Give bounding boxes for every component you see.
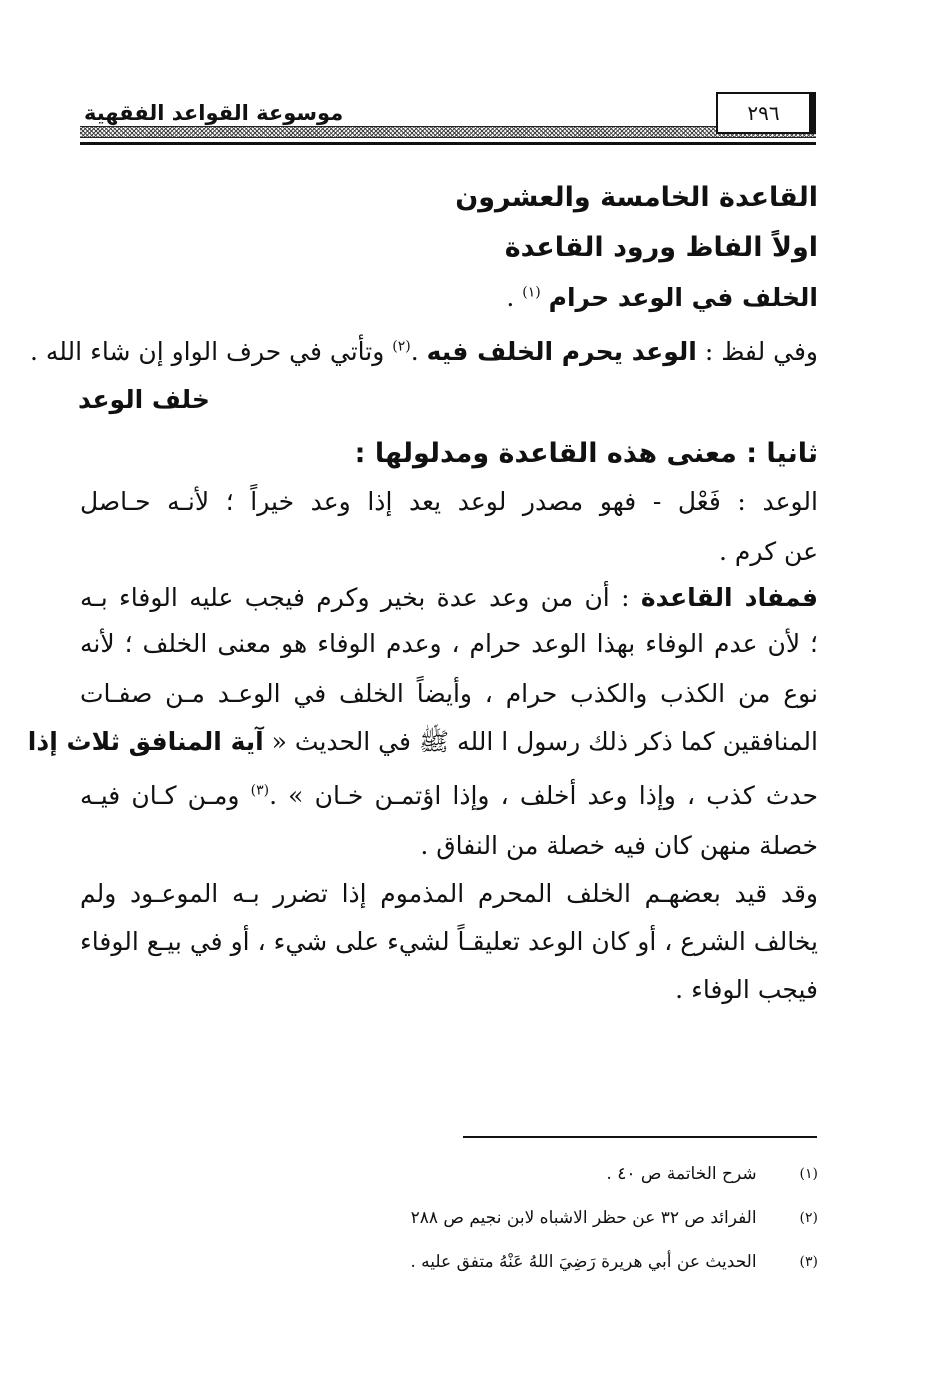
purport-line4-plain: المنافقين كما ذكر ذلك رسول ا الله ﷺ في الحديث «: [263, 727, 818, 756]
footnote-3-number: (٣): [799, 1254, 818, 1270]
restrict-line-3: فيجب الوفاء .: [675, 975, 818, 1004]
footnote-1: [298, 1160, 818, 1188]
purport-line5-b: ومـن كـان فيـه: [80, 781, 251, 810]
rule-title: القاعدة الخامسة والعشرون: [455, 182, 818, 213]
purport-line-2: ؛ لأن عدم الوفاء بهذا الوعد حرام ، وعدم الوفاء هو معنى الخلف ؛ لأنه: [80, 629, 818, 658]
purport-line-4: [27, 722, 818, 762]
variant-bold: الوعد يحرم الخلف فيه: [426, 337, 697, 366]
footnote-1-text: شرح الخاتمة ص ٤٠ .: [606, 1164, 757, 1184]
header-rule: [80, 142, 816, 145]
footnote-2: [298, 1204, 818, 1232]
footnote-ref-2: (٢): [392, 338, 411, 355]
restrict-line-1: وقد قيد بعضهـم الخلف المحرم المذموم إذا تضرر بـه الموعـود ولم: [80, 879, 818, 908]
footnote-1-number: (١): [799, 1166, 818, 1182]
variant-line: [29, 332, 818, 372]
footnote-3: [298, 1248, 818, 1276]
running-header: [80, 92, 816, 152]
footnote-2-number: (٢): [799, 1210, 818, 1226]
purport-line5-a: حدث كذب ، وإذا وعد أخلف ، وإذا اؤتمـن خـان » .: [269, 781, 818, 810]
meaning-line-1: الوعد : فَعْل - فهو مصدر لوعد يعد إذا وعد خيراً ؛ لأنـه حـاصل: [80, 487, 818, 516]
purport-line-1: [80, 578, 818, 618]
variant-prefix: وفي لفظ :: [696, 337, 818, 366]
page-number: ٢٩٦: [716, 92, 816, 134]
section1-heading: اولاً الفاظ ورود القاعدة: [504, 232, 818, 263]
footnote-ref-3: (٣): [250, 782, 270, 799]
variant-suffix: وتأتي في حرف الواو إن شاء الله .: [29, 337, 393, 366]
purport-line-6: خصلة منهن كان فيه خصلة من النفاق .: [420, 831, 818, 860]
purport-line1-rest: : أن من وعد عدة بخير وكرم فيجب عليه الوفاء بـه: [80, 583, 641, 612]
footnote-separator: [463, 1136, 817, 1138]
side-label: خلف الوعد: [78, 385, 210, 414]
rule-statement: [80, 278, 818, 318]
variant-mid: .: [410, 337, 427, 366]
header-pattern-band: [80, 126, 816, 138]
restrict-line-2: يخالف الشرع ، أو كان الوعد تعليقـاً لشيء على شيء ، أو في بيـع الوفاء: [80, 927, 818, 956]
running-title: موسوعة القواعد الفقهية: [80, 100, 388, 126]
section2-heading: ثانيا : معنى هذه القاعدة ومدلولها :: [354, 438, 818, 469]
purport-line-5: [80, 776, 818, 816]
purport-line-3: نوع من الكذب والكذب حرام ، وأيضاً الخلف في الوعـد مـن صفـات: [80, 679, 818, 708]
footnote-ref-1: (١): [522, 284, 541, 301]
meaning-line-2: عن كرم .: [719, 537, 818, 566]
footnote-3-text: الحديث عن أبي هريرة رَضِيَ اللهُ عَنْهُ متفق عليه .: [410, 1252, 757, 1272]
rule-text: الخلف في الوعد حرام: [548, 283, 818, 312]
hadith-bold: آية المنافق ثلاث إذا: [27, 727, 264, 756]
rule-end: .: [506, 283, 523, 312]
footnote-2-text: الفرائد ص ٣٢ عن حظر الاشباه لابن نجيم ص ٢٨٨: [410, 1208, 757, 1228]
purport-bold: فمفاد القاعدة: [640, 583, 818, 612]
